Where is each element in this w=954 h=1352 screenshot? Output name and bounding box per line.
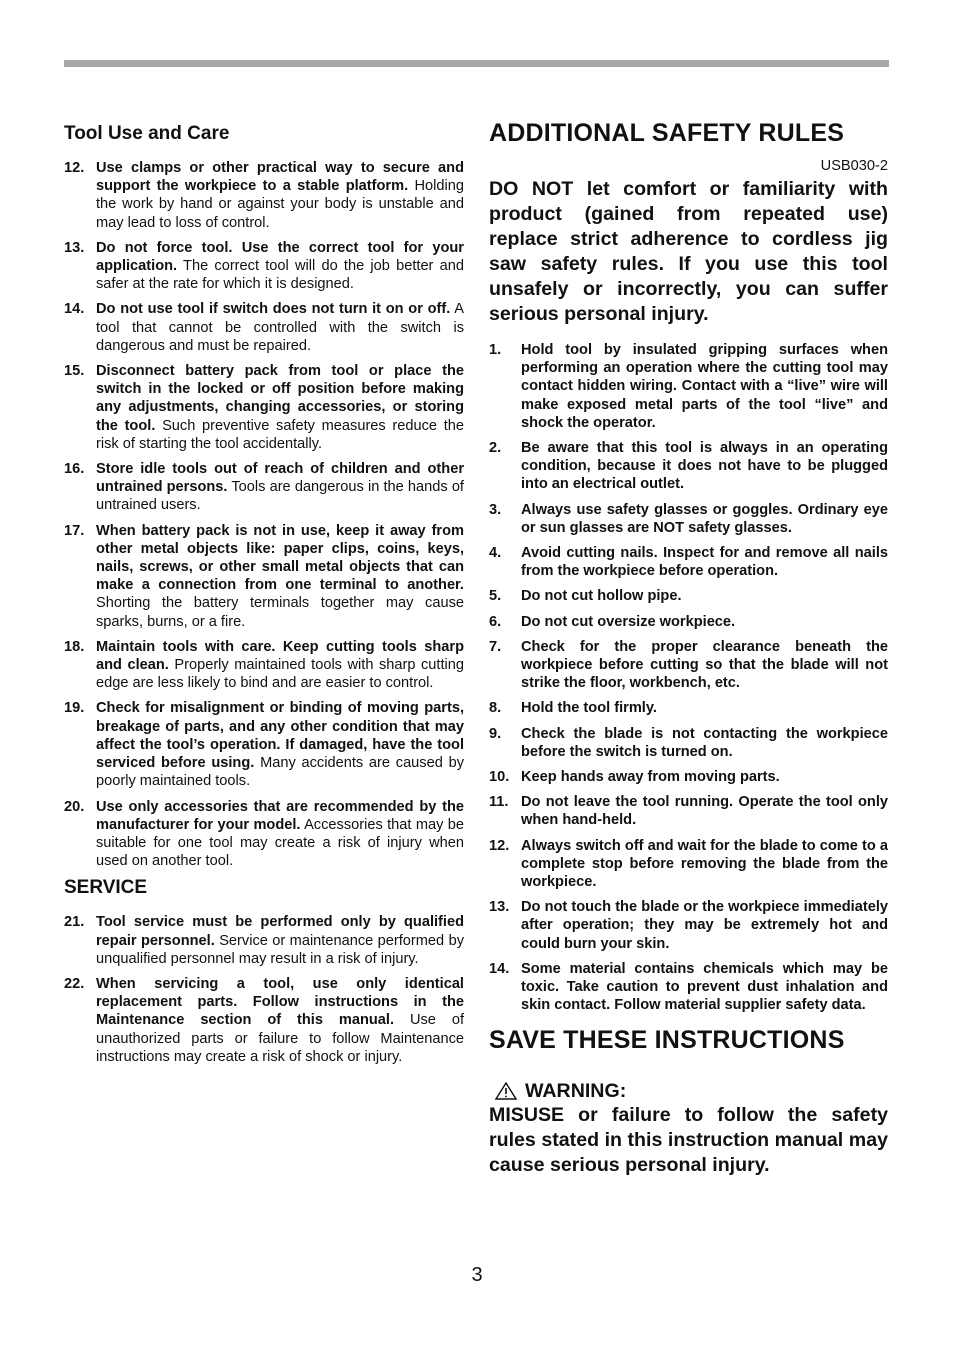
safety-rule-item (489, 341, 888, 432)
rule-text: Avoid cutting nails. Inspect for and remove all nails from the workpiece before operation. (521, 545, 888, 580)
list-item (64, 975, 464, 1066)
save-instructions-title: SAVE THESE INSTRUCTIONS (489, 1025, 845, 1054)
item-number: 19. (64, 700, 85, 717)
list-item (64, 699, 464, 790)
warning-label: WARNING: (525, 1079, 627, 1102)
rule-text: Check the blade is not contacting the workpiece before the switch is turned on. (521, 725, 888, 760)
item-bold-text: Tool service must be performed only by qualified repair personnel. (96, 914, 464, 949)
item-text (96, 362, 464, 453)
rule-number: 9. (489, 725, 502, 742)
item-regular-text: Accessories that may be suitable for one tool may create a risk of injury when used on another tool. (96, 816, 465, 870)
safety-intro: DO NOT let comfort or familiarity with product (gained from repeated use) replace strict adherence to cordless jig saw safety rules. If you use this tool unsafely or incorrectly, you can suffer serious personal injury. (489, 178, 888, 325)
rule-text: Check for the proper clearance beneath the workpiece before cutting so that the blade will not strike the floor, workbench, etc. (521, 638, 888, 692)
page-number: 3 (471, 1264, 483, 1286)
item-regular-text: Holding the work by hand or against your body is unstable and may lead to loss of control. (96, 178, 464, 231)
item-regular-text: The correct tool will do the job better and safer at the rate for which it is designed. (96, 258, 464, 293)
warning-triangle-icon (495, 1082, 517, 1100)
rule-text: Do not touch the blade or the workpiece immediately after operation; they may be extremely hot and could burn your skin. (521, 899, 888, 952)
item-text (96, 300, 464, 355)
item-number: 21. (64, 914, 85, 931)
item-text (96, 975, 464, 1066)
item-text (96, 159, 464, 232)
rule-number: 7. (489, 638, 502, 655)
safety-rule-item (489, 613, 888, 631)
additional-safety-title: ADDITIONAL SAFETY RULES (489, 119, 845, 147)
rule-number: 12. (489, 837, 510, 854)
header-rule (64, 60, 889, 67)
service-list (64, 913, 464, 1066)
list-item (64, 522, 464, 631)
item-bold-text: Check for misalignment or binding of moving parts, breakage of parts, and any other condition that may affect the tool’s operation. If damaged, have the tool serviced before using. (96, 700, 464, 772)
rule-number: 1. (489, 342, 502, 358)
safety-rule-item (489, 960, 888, 1015)
item-number: 15. (64, 363, 85, 380)
rule-text: Some material contains chemicals which may be toxic. Take caution to prevent dust inhalation and skin contact. Follow material supplier safety data. (521, 960, 888, 1014)
item-number: 18. (64, 638, 85, 655)
rule-number: 10. (489, 769, 510, 786)
right-column (489, 118, 888, 1178)
rule-text: Hold the tool firmly. (521, 700, 657, 717)
item-bold-text: Disconnect battery pack from tool or place the switch in the locked or off position before making any adjustments, changing accessories, or storing the tool. (96, 363, 464, 434)
rule-text: Always use safety glasses or goggles. Ordinary eye or sun glasses are NOT safety glasses. (521, 501, 888, 536)
tool-use-heading: Tool Use and Care (64, 123, 230, 144)
item-number: 13. (64, 239, 85, 256)
item-regular-text: Many accidents are caused by poorly maintained tools. (96, 755, 464, 790)
safety-rule-item (489, 587, 888, 605)
item-regular-text: Such preventive safety measures reduce the risk of starting the tool accidentally. (96, 417, 464, 452)
rule-number: 11. (489, 794, 509, 811)
item-regular-text: Tools are dangerous in the hands of untrained users. (96, 479, 464, 514)
item-text (96, 638, 464, 693)
rule-number: 6. (489, 613, 502, 630)
list-item (64, 460, 464, 515)
item-bold-text: Use only accessories that are recommended by the manufacturer for your model. (96, 798, 464, 833)
rule-text: Always switch off and wait for the blade to come to a complete stop before removing the blade from the workpiece. (521, 837, 888, 891)
rule-text: Hold tool by insulated gripping surfaces when performing an operation where the cutting tool may contact hidden wiring. Contact with a “live” wire will make exposed metal parts of the tool “live” and shock the operator. (521, 342, 888, 431)
rule-text: Keep hands away from moving parts. (521, 769, 780, 786)
list-item (64, 913, 464, 968)
rule-text: Be aware that this tool is always in an operating condition, because it does not have to be plugged into an electrical outlet. (521, 440, 888, 493)
list-item (64, 362, 464, 453)
item-regular-text: Use of unauthorized parts or failure to follow Maintenance instructions may create a risk of shock or injury. (96, 1012, 464, 1065)
item-bold-text: Store idle tools out of reach of children and other untrained persons. (96, 461, 464, 496)
item-text (96, 699, 464, 790)
rule-text: Do not leave the tool running. Operate the tool only when hand-held. (521, 794, 888, 829)
item-regular-text: Shorting the battery terminals together may cause sparks, burns, or a fire. (96, 595, 464, 630)
rule-number: 2. (489, 440, 502, 457)
service-heading: SERVICE (64, 877, 148, 899)
item-number: 22. (64, 975, 85, 992)
rule-text: Do not cut oversize workpiece. (521, 613, 736, 630)
tool-use-list (64, 159, 464, 870)
item-text (96, 460, 464, 515)
item-text (96, 798, 464, 871)
item-number: 16. (64, 461, 85, 478)
list-item (64, 798, 464, 871)
item-bold-text: Use clamps or other practical way to secure and support the workpiece to a stable platform. (96, 160, 464, 195)
item-number: 12. (64, 160, 85, 176)
safety-rule-item (489, 501, 888, 537)
item-bold-text: When battery pack is not in use, keep it away from other metal objects like: paper clips, coins, keys, nails, screws, or other small metal objects that can make a connection from one terminal to another. (96, 522, 464, 594)
list-item (64, 159, 464, 232)
item-text (96, 522, 464, 631)
safety-rule-item (489, 837, 888, 892)
item-regular-text: Properly maintained tools with sharp cutting edge are less likely to bind and are easier to control. (96, 657, 464, 692)
item-text (96, 239, 464, 294)
item-regular-text: A tool that cannot be controlled with the switch is dangerous and must be repaired. (96, 301, 464, 354)
item-regular-text: Service or maintenance performed by unqualified personnel may result in a risk of injury. (96, 932, 464, 967)
rule-number: 13. (489, 899, 510, 916)
list-item (64, 239, 464, 294)
item-number: 20. (64, 798, 85, 815)
item-bold-text: Do not use tool if switch does not turn it on or off. (96, 301, 451, 318)
rule-text: Do not cut hollow pipe. (521, 588, 682, 605)
safety-rule-item (489, 638, 888, 693)
list-item (64, 300, 464, 355)
item-bold-text: Do not force tool. Use the correct tool for your application. (96, 239, 464, 275)
list-item (64, 638, 464, 693)
item-text (96, 913, 464, 968)
rule-number: 5. (489, 588, 502, 605)
safety-rules-list (489, 341, 888, 1015)
safety-rule-item (489, 793, 888, 829)
rule-number: 8. (489, 700, 502, 717)
item-number: 17. (64, 522, 85, 539)
item-number: 14. (64, 301, 85, 318)
rule-number: 3. (489, 501, 502, 518)
safety-rule-item (489, 699, 888, 717)
safety-rule-item (489, 898, 888, 953)
safety-rule-item (489, 544, 888, 580)
rule-number: 14. (489, 960, 510, 977)
left-column (64, 118, 464, 1073)
safety-rule-item (489, 725, 888, 761)
rule-number: 4. (489, 545, 502, 562)
safety-rule-item (489, 439, 888, 494)
item-bold-text: When servicing a tool, use only identical replacement parts. Follow instructions in the Maintenance section of this manual. (96, 975, 464, 1029)
document-code: USB030-2 (820, 158, 888, 174)
warning-heading (489, 1079, 888, 1103)
warning-text: MISUSE or failure to follow the safety rules stated in this instruction manual may cause serious personal injury. (489, 1103, 888, 1176)
safety-rule-item (489, 768, 888, 786)
item-bold-text: Maintain tools with care. Keep cutting tools sharp and clean. (96, 638, 464, 674)
